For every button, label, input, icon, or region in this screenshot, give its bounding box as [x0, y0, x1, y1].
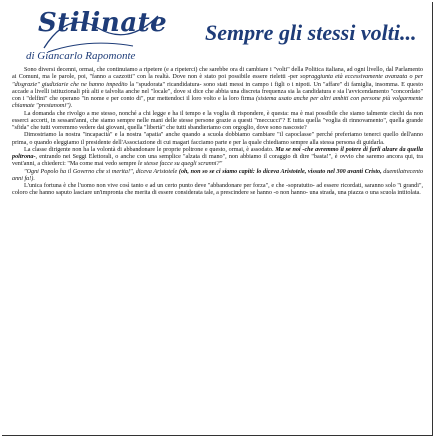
author-byline: di Giancarlo Rapomonte	[26, 50, 136, 62]
paragraph: "Ogni Popolo ha il Governo che si merita!", diceva Aristotele (oh, non so se ci siamo capiti: lo diceva Aristotele, vissuto nel 300 avanti Cristo, duemilatrecento anni fa!).	[12, 168, 423, 182]
paragraph: La domanda che rivolgo a me stesso, nonché a chi legge e ha il tempo e la voglia di rispondere, è questa: ma è mai possibile che siamo talmente ciechi da non esserci accorti, in sessant'anni, che siamo sempre nelle mani delle stesse persone grazie a questi "meccucci"? E tutta quella "voglia di rinnovamento", quella grande "sfida" che tutti vorremmo vedere dai giovani, quella "libertà" che tutti sbandieriamo con orgoglio, dove sono nascoste?	[12, 110, 423, 131]
paragraph: Dimostriamo la nostra "incapacità" e la nostra "apatia" anche quando a scuola dobbiamo cambiare "il capoclasse" perché preferiamo tenerci quello dell'anno prima, o quando eleggiamo il presidente dell'Associazione di cui magari facciamo parte e per la quale chiediamo sempre alla stessa persona di guidarla.	[12, 132, 423, 146]
article-header	[6, 4, 436, 66]
article-title: Sempre gli stessi volti...	[205, 20, 417, 45]
paragraph: La classe dirigente non ha la volontà di abbandonare le proprie poltrone e questo, ormai, è assodato. Ma se noi -che avremmo il potere di farli alzare da quella poltrona-, entrando nei Seggi Elettorali, o anche con una semplice "alzata di mano", non abbiamo il coraggio di dire "basta!", è ovvio che saremo ancora qui, tra vent'anni, a chiederci: "Ma come mai vedo sempre le stesse facce su quegli scranni?"	[12, 146, 423, 168]
article-body	[12, 67, 423, 198]
paragraph: Sono diversi decenni, ormai, che continuiamo a ripetere (e a ripeterci) che sarebbe ora di cambiare i "volti" della Politica italiana, ad ogni livello, dal Parlamento ai Comuni, ma le parole, poi, "fanno a cazzotti" con la realtà. Dove non è stato poi possibile essere rieletti -per sopraggiunta età eccessivamente avanzata o per "disgrazie" giudiziarie che ne hanno impedito la "spudorata" ricandidatura- sono stati messi in campo i figli o i nipoti. Un "affare" di famiglia, insomma. E questo accade a livelli istituzionali più alti e talvolta anche nel "locale", dove si dice che abbia una discreta frequenza sia la candidatura e sia l'avvicendamento "concordato" con i "delfini" che operano "in nome e per conto di", pur mettendoci il loro volto e la loro firma (sistema usato anche per altri ambiti con persone più volgarmente chiamate "prestanomi").	[12, 67, 424, 110]
logo-text: Stilinate	[38, 8, 168, 38]
paragraph: L'unica fortuna è che l'uomo non vive così tanto e ad un certo punto deve "abbandonare per forza", e che -sopratutto- ad essere ricordati, saranno solo "i grandi", coloro che hanno saputo lasciare un'impronta che merita di essere considerata tale, a prescindere se hanno -o non hanno- una strada, una piazza o una scuola intitolata.	[12, 183, 423, 197]
